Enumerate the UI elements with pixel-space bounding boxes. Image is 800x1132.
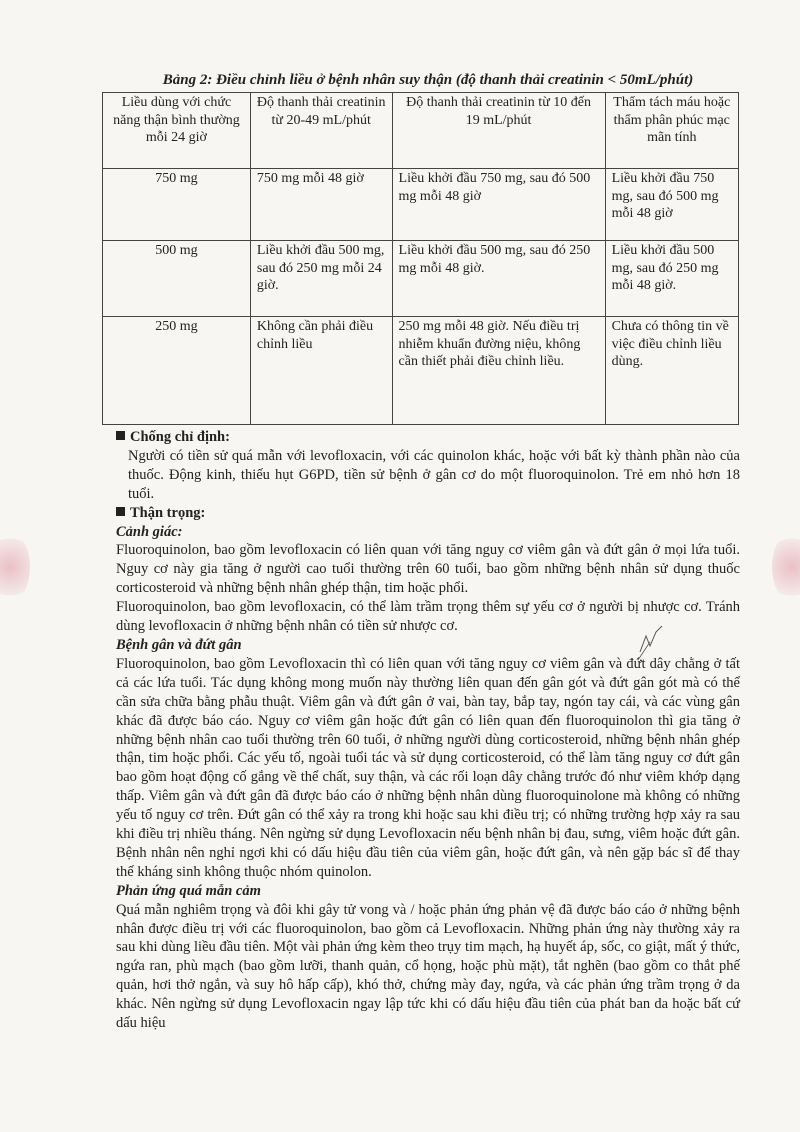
header-clcr-10-19: Độ thanh thải creatinin từ 10 đến 19 mL/phút bbox=[392, 93, 605, 169]
table-cell: 750 mg mỗi 48 giờ bbox=[250, 169, 392, 241]
seal-stamp-right bbox=[772, 532, 800, 602]
handwritten-mark bbox=[636, 622, 666, 662]
table-cell: Không cần phải điều chỉnh liều bbox=[250, 317, 392, 425]
table-cell: 750 mg bbox=[103, 169, 251, 241]
header-clcr-20-49: Độ thanh thải creatinin từ 20-49 mL/phút bbox=[250, 93, 392, 169]
table-cell: Chưa có thông tin về việc điều chỉnh liều dùng. bbox=[605, 317, 738, 425]
seal-stamp-left bbox=[0, 532, 30, 602]
tendon-paragraph: Fluoroquinolon, bao gồm Levofloxacin thì có liên quan với tăng nguy cơ viêm gân và đứt dây chằng ở tất cả các lứa tuổi. Tác dụng không mong muốn này thường liên quan đến gân gót và đứt gân gót mà có thể cần sửa chữa bằng phẫu thuật. Viêm gân và đứt gân ở vai, bàn tay, bắp tay, ngón tay cái, và các vùng gân khác đã được báo cáo. Nguy cơ viêm gân hoặc đứt gân có liên quan đến fluoroquinolon thì gia tăng ở những bệnh nhân cao tuổi thường trên 60 tuổi, ở những người dùng corticosteroid, những bệnh nhân ghép thận, tim hoặc phổi. Các yếu tố, ngoài tuổi tác và sử dụng corticosteroid, có thể làm tăng nguy cơ đứt gân bao gồm hoạt động cố gắng về thể chất, suy thận, và các rối loạn dây chằng trước đó như viêm khớp dạng thấp. Viêm gân và đứt gân đã được báo cáo ở những bệnh nhân dùng fluoroquinolone mà không có những yếu tố nguy cơ trên. Đứt gân có thể xảy ra trong khi hoặc sau khi điều trị; có những trường hợp xảy ra sau khi điều trị nhiều tháng. Nên ngừng sử dụng Levofloxacin nếu bệnh nhân bị đau, sưng, viêm hoặc đứt gân. Bệnh nhân nên nghỉ ngơi khi có dấu hiệu đầu tiên của viêm gân, hoặc đứt gân, và nên gặp bác sĩ để thay thế kháng sinh không thuộc nhóm quinolon. bbox=[116, 655, 740, 880]
hypersensitivity-paragraph: Quá mẫn nghiêm trọng và đôi khi gây tử vong và / hoặc phản ứng phản vệ đã được báo cáo ở những bệnh nhân được điều trị với các fluoroquinolon, bao gồm cả Levofloxacin. Những phản ứng này thường xảy ra sau khi dùng liều đầu tiên. Một vài phản ứng kèm theo trụy tim mạch, hạ huyết áp, sốc, co giật, mất ý thức, ngứa ran, phù mạch (bao gồm lưỡi, thanh quản, cổ họng, hoặc phù mặt), tắt nghẽn (bao gồm co thắt phế quản, hơi thở ngắn, và suy hô hấp cấp), khó thở, chứng mày đay, ngứa, và các phản ứng trầm trọng ở da khác. Nên ngừng sử dụng Levofloxacin ngay lập tức khi có dấu hiệu đầu tiên của phát ban da hoặc bất cứ dấu hiệu bbox=[116, 901, 740, 1032]
table-caption: Bảng 2: Điều chỉnh liều ở bệnh nhân suy thận (độ thanh thải creatinin < 50mL/phút) bbox=[162, 72, 694, 88]
warning-paragraph-2: Fluoroquinolon, bao gồm levofloxacin, có thể làm trầm trọng thêm sự yếu cơ ở người bị nhược cơ. Tránh dùng levofloxacin ở những bệnh nhân có tiền sử nhược cơ. bbox=[116, 599, 740, 635]
warning-paragraph-1: Fluoroquinolon, bao gồm levofloxacin có liên quan với tăng nguy cơ viêm gân và đứt gân ở mọi lứa tuổi. Nguy cơ này gia tăng ở người cao tuổi thường trên 60 tuổi, bao gồm những bệnh nhân sử dụng thuốc corticosteroid và những bệnh nhân ghép thận, tim hoặc phổi. bbox=[116, 542, 740, 597]
header-normal-dose: Liều dùng với chức năng thận bình thường mỗi 24 giờ bbox=[103, 93, 251, 169]
renal-dose-table bbox=[102, 92, 739, 425]
table-cell: Liều khởi đầu 750 mg, sau đó 500 mg mỗi 48 giờ bbox=[392, 169, 605, 241]
table-cell: 250 mg mỗi 48 giờ. Nếu điều trị nhiễm khuẩn đường niệu, không cần thiết phải điều chỉnh liều. bbox=[392, 317, 605, 425]
hypersensitivity-subheading: Phản ứng quá mẫn cảm bbox=[116, 882, 261, 899]
table-row bbox=[103, 241, 739, 317]
table-cell: 250 mg bbox=[103, 317, 251, 425]
table-header-row bbox=[103, 93, 739, 169]
bullet-square-icon bbox=[116, 431, 125, 440]
tendon-subheading: Bệnh gân và đứt gân bbox=[116, 636, 242, 653]
precautions-heading: Thận trọng: bbox=[116, 504, 740, 523]
warning-subheading: Cảnh giác: bbox=[116, 523, 183, 540]
table-row bbox=[103, 169, 739, 241]
header-dialysis: Thẩm tách máu hoặc thẩm phân phúc mạc mãn tính bbox=[605, 93, 738, 169]
table-cell: Liều khởi đầu 500 mg, sau đó 250 mg mỗi 24 giờ. bbox=[250, 241, 392, 317]
bullet-square-icon bbox=[116, 507, 125, 516]
table-cell: Liều khởi đầu 500 mg, sau đó 250 mg mỗi 48 giờ. bbox=[605, 241, 738, 317]
contraindications-text: Người có tiền sử quá mẫn với levofloxacin, với các quinolon khác, hoặc với bất kỳ thành phần nào của thuốc. Động kinh, thiếu hụt G6PD, tiền sử bệnh ở gân cơ do một fluoroquinolon. Trẻ em nhỏ hơn 18 tuổi. bbox=[128, 447, 740, 502]
contraindications-heading: Chống chỉ định: bbox=[116, 428, 740, 447]
document-body bbox=[116, 428, 740, 1033]
table-cell: Liều khởi đầu 750 mg, sau đó 500 mg mỗi 48 giờ bbox=[605, 169, 738, 241]
table-cell: Liều khởi đầu 500 mg, sau đó 250 mg mỗi 48 giờ. bbox=[392, 241, 605, 317]
table-cell: 500 mg bbox=[103, 241, 251, 317]
table-row bbox=[103, 317, 739, 425]
